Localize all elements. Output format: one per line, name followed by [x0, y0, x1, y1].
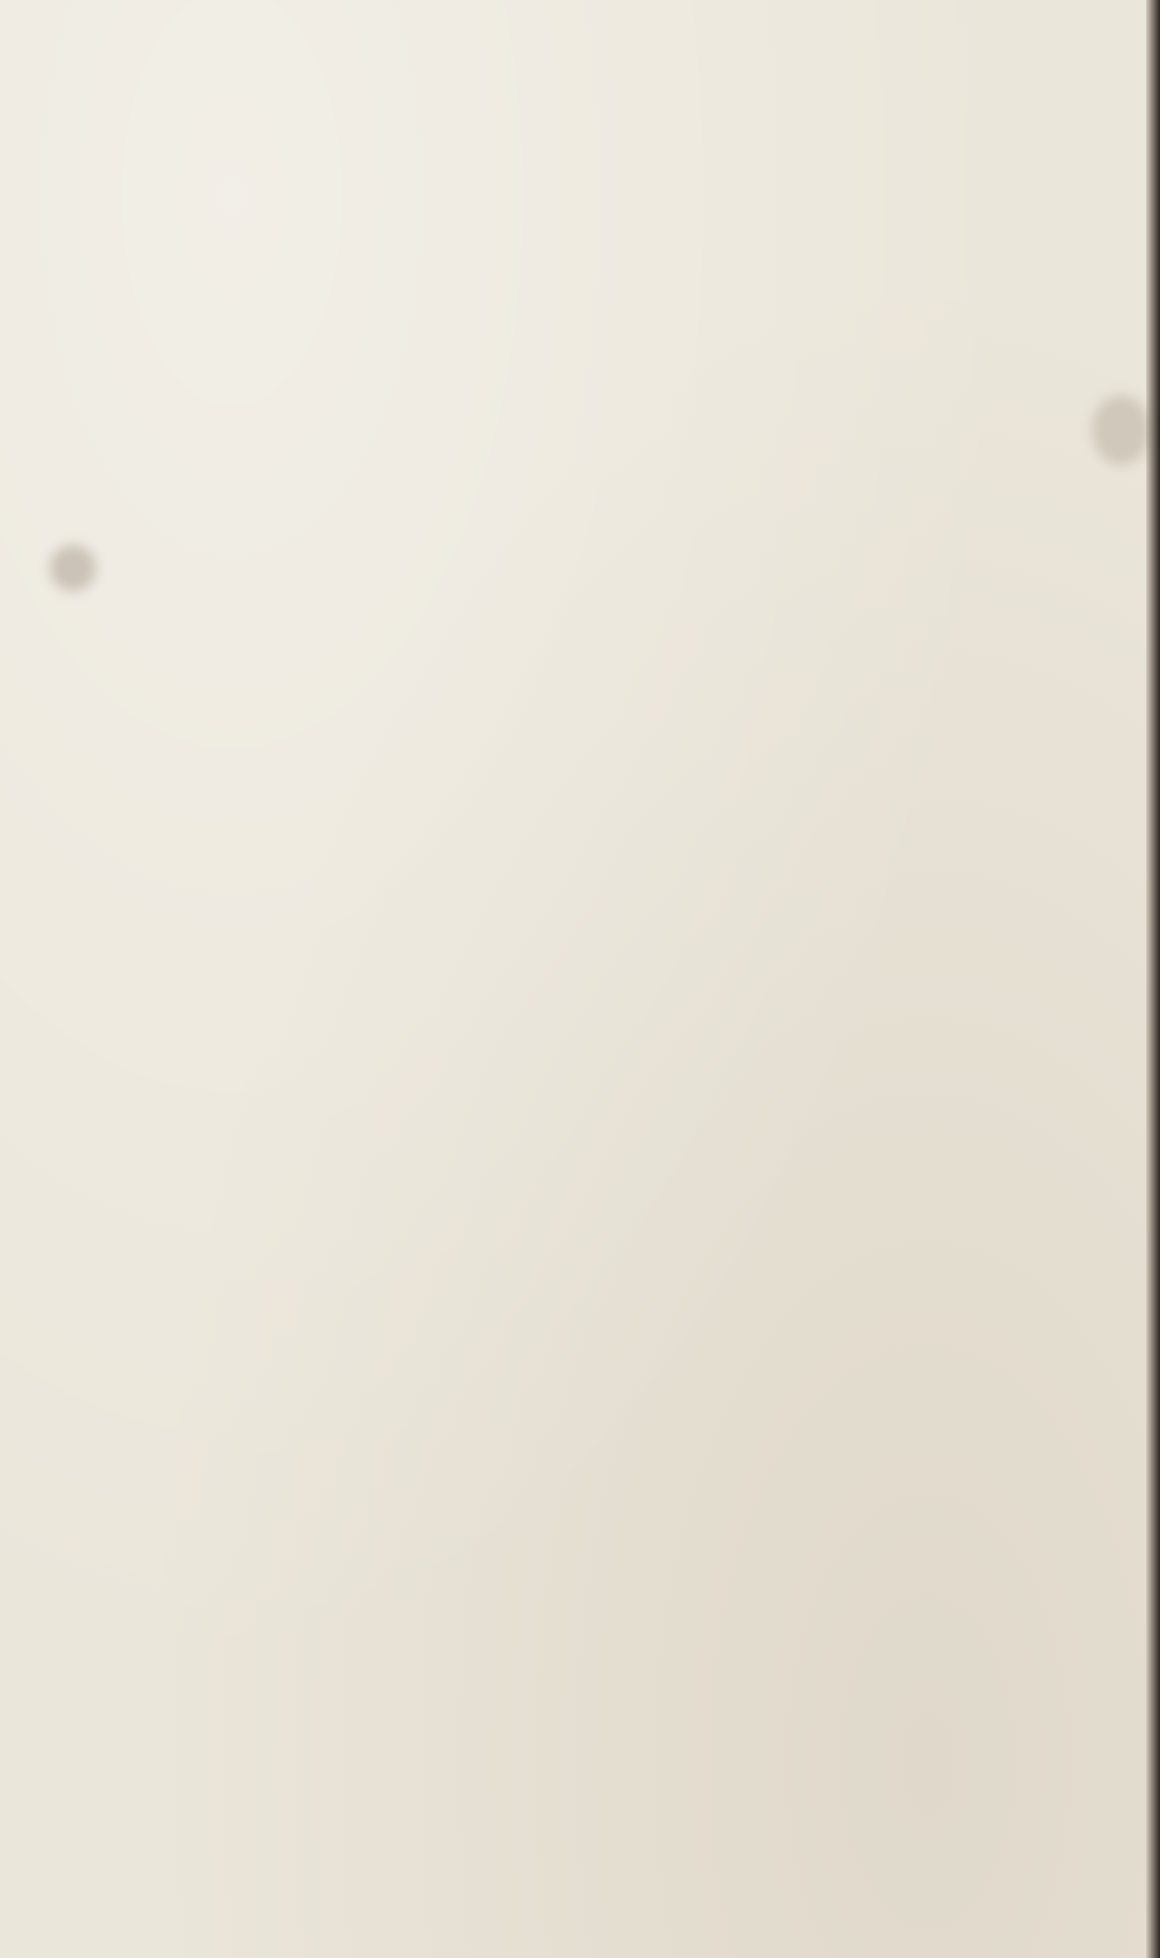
verse-block-bottom	[183, 1593, 1113, 1700]
ink-stain	[50, 545, 96, 591]
verse-line	[183, 1593, 1113, 1647]
paper-stain	[1092, 395, 1150, 465]
verse-line	[183, 1647, 1113, 1701]
dropcap-verse-block	[275, 1486, 1115, 1593]
verse-line	[275, 1486, 1115, 1540]
page-gutter-edge	[1146, 0, 1160, 1958]
verse-line	[275, 1540, 1115, 1594]
